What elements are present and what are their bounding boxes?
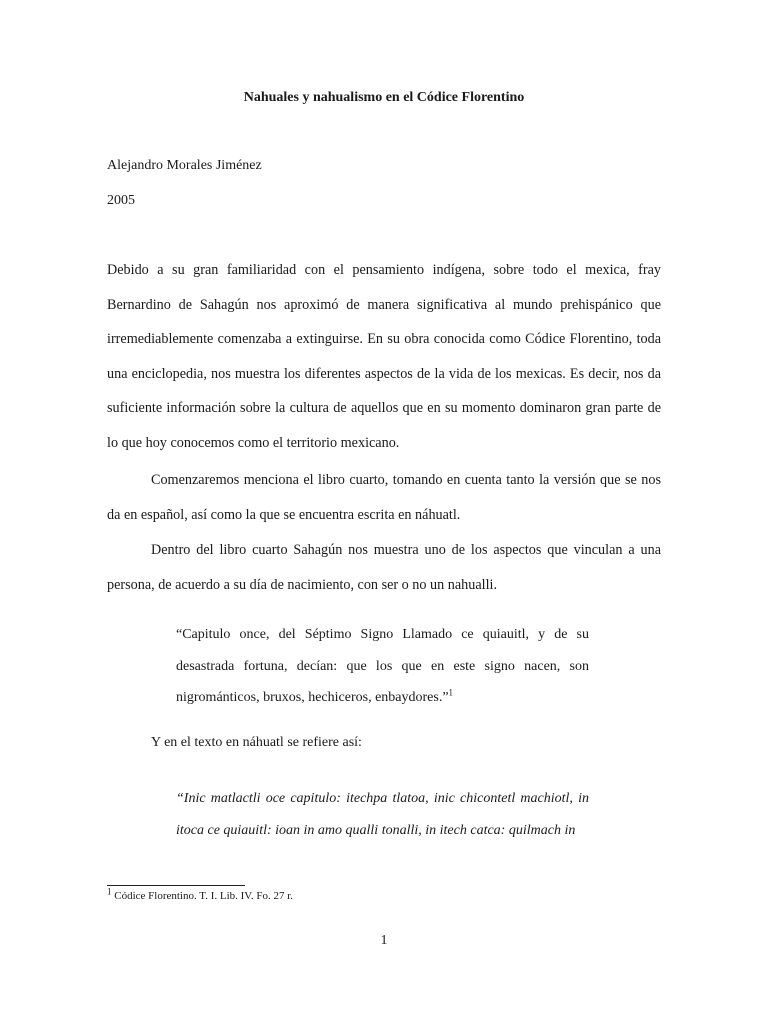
- body-paragraph-3: Dentro del libro cuarto Sahagún nos muestra uno de los aspectos que vinculan a una persona, de acuerdo a su día de nacimiento, con ser o no un nahualli.: [107, 542, 661, 593]
- document-title: Nahuales y nahualismo en el Códice Florentino: [243, 90, 525, 105]
- footnote-marker: 1: [107, 886, 112, 897]
- author-name: Alejandro Morales Jiménez: [107, 158, 262, 173]
- footnote: [107, 886, 293, 902]
- spanish-quote: [176, 619, 589, 714]
- footnote-reference[interactable]: 1: [448, 687, 454, 698]
- footnote-text: Códice Florentino. T. I. Lib. IV. Fo. 27 r.: [111, 890, 293, 902]
- nahuatl-quote: “Inic matlactli oce capitulo: itechpa tlatoa, inic chicontetl machiotl, in itoca ce quiauitl: ioan in amo qualli tonalli, in itech catca: quilmach in: [176, 791, 589, 838]
- body-paragraph-2: Comenzaremos menciona el libro cuarto, tomando en cuenta tanto la versión que se nos da en español, así como la que se encuentra escrita en náhuatl.: [107, 472, 661, 523]
- page-number: 1: [380, 933, 388, 948]
- nahuatl-intro: Y en el texto en náhuatl se refiere así:: [151, 735, 362, 750]
- footnote-divider: [107, 885, 245, 886]
- spanish-quote-text: “Capitulo once, del Séptimo Signo Llamado ce quiauitl, y de su desastrada fortuna, decían: que los que en este signo nacen, son nigrománticos, bruxos, hechiceros, enbaydores.”: [176, 627, 589, 705]
- body-paragraph-1: Debido a su gran familiaridad con el pensamiento indígena, sobre todo el mexica, fray Bernardino de Sahagún nos aproximó de manera significativa al mundo prehispánico que irremediablemente comenzaba a extinguirse. En su obra conocida como Códice Florentino, toda una enciclopedia, nos muestra los diferentes aspectos de la vida de los mexicas. Es decir, nos da suficiente información sobre la cultura de aquellos que en su momento dominaron gran parte de lo que hoy conocemos como el territorio mexicano.: [107, 262, 661, 451]
- publication-year: 2005: [107, 193, 135, 208]
